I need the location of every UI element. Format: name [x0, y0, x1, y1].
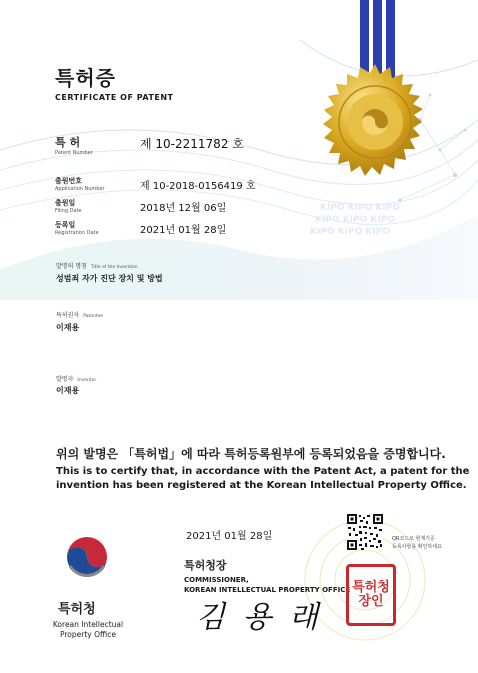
certification-statement-en-line2: invention has been registered at the Korean Intellectual Property Office.: [56, 480, 467, 491]
certification-statement-en-line1: This is to certify that, in accordance with the Patent Act, a patent for the: [56, 466, 470, 477]
registration-date-label: [55, 220, 99, 236]
certificate-title: 특허증: [55, 66, 116, 90]
svg-text:KIPO KIPO KIPO: KIPO KIPO KIPO: [320, 203, 400, 213]
inventor-label-ko: 발명자: [56, 376, 74, 383]
registration-date-label-en: Registration Date: [55, 230, 99, 236]
qr-note-line2: 등록사항을 확인하세요: [392, 544, 442, 550]
invention-title-label-en: Title of the Invention: [90, 265, 138, 270]
application-number-value: 제 10-2018-0156419 호: [140, 181, 256, 192]
patent-number-label-en: Patent Number: [55, 150, 93, 156]
kipo-logo-icon: [62, 532, 112, 582]
patent-number-value: 제 10-2211782 호: [140, 137, 244, 151]
application-number-label-en: Application Number: [55, 186, 105, 192]
qr-note-line1: QR코드로 현재기준: [392, 536, 435, 542]
certificate-title-english: CERTIFICATE OF PATENT: [55, 93, 174, 102]
kipo-name-ko: 특허청: [58, 602, 96, 617]
commissioner-title-ko: 특허청장: [184, 559, 227, 572]
commissioner-title-en-line1: COMMISSIONER,: [184, 576, 249, 584]
patentee-label-ko: 특허권자: [56, 312, 80, 319]
patent-number-label: [55, 134, 93, 156]
commissioner-title-en-line2: KOREAN INTELLECTUAL PROPERTY OFFICE: [184, 586, 351, 594]
official-red-stamp: 특허청장인: [346, 564, 396, 626]
invention-title-label-ko: 발명의 명칭: [56, 263, 87, 270]
gold-seal-icon: [314, 62, 436, 184]
filing-date-label-ko: 출원일: [55, 199, 76, 207]
kipo-name-en-line1: Korean Intellectual: [52, 620, 124, 629]
invention-title-value: 성범죄 자가 진단 장치 및 방법: [56, 274, 163, 283]
issue-date: 2021년 01월 28일: [186, 531, 273, 542]
svg-text:KIPO KIPO KIPO: KIPO KIPO KIPO: [310, 227, 390, 237]
patent-number-label-ko: 특 허: [55, 136, 81, 149]
registration-date-value: 2021년 01월 28일: [140, 225, 227, 236]
inventor-value: 이재용: [56, 386, 80, 395]
svg-text:KIPO KIPO KIPO: KIPO KIPO KIPO: [315, 215, 395, 225]
patentee-label-en: Patentee: [83, 314, 104, 319]
commissioner-signature: 김 용 래: [196, 600, 323, 635]
patentee-label: [56, 310, 103, 319]
filing-date-value: 2018년 12월 06일: [140, 203, 227, 214]
application-number-label-ko: 출원번호: [55, 177, 83, 185]
application-number-label: [55, 176, 105, 192]
filing-date-label: [55, 198, 82, 214]
patentee-value: 이재용: [56, 323, 80, 332]
filing-date-label-en: Filing Date: [55, 208, 82, 214]
certification-statement-ko: 위의 발명은 「특허법」에 따라 특허등록원부에 등록되었음을 증명합니다.: [56, 447, 446, 461]
kipo-name-en-line2: Property Office: [59, 630, 116, 639]
inventor-label: [56, 374, 96, 383]
invention-title-label: [56, 261, 138, 270]
registration-date-label-ko: 등록일: [55, 221, 76, 229]
inventor-label-en: Inventor: [77, 378, 97, 383]
qr-code-icon[interactable]: [347, 514, 383, 550]
